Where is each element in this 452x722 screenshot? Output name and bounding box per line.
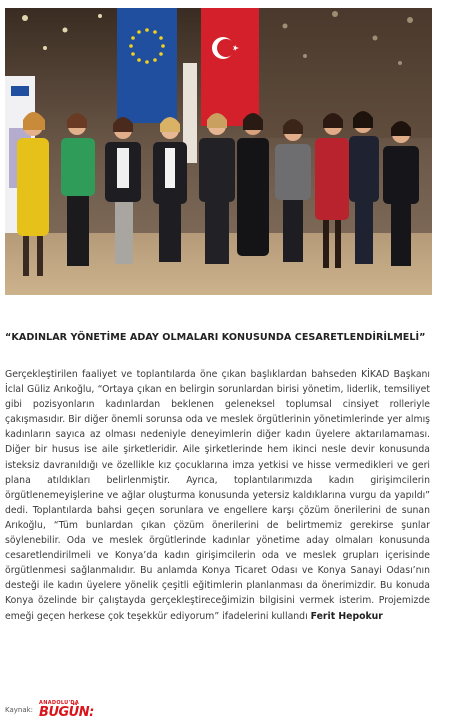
article-body [5, 367, 430, 624]
group-photo-illustration [5, 8, 432, 295]
article-author: Ferit Hepokur [310, 610, 383, 622]
anadoluda-bugun-logo[interactable] [39, 701, 94, 719]
article-body-text: Gerçekleştirilen faaliyet ve toplantılarda öne çıkan başlıklardan bahseden KİKAD Başkanı İclal Güliz Arıkoğlu, “Ortaya çıkan en belirgin sorunlardan birisi yönetim, liderlik, temsiliyet gibi pozisyonların kadınlardan beklenen geleneksel toplumsal cinsiyet rolleriyle çakışmasıdır. Bir diğer önemli sorunsa oda ve meslek örgütlerinin yönetimlerinde yer almış kadınların sayıca az olması nedeniyle deneyimlerin diğer kadın üyelere aktarılamaması. Diğer bir husus ise aile şirketleridir. Aile şirketlerinde hem ikinci nesle devir konusunda isteksiz davranıldığı ve özellikle kız çocuklarına imza yetkisi ve hisse vermedikleri ve geri plana atıldıkları belirlenmiştir. Ayrıca, toplantılarımızda kadın girişimcilerin örgütlenemeyişlerine ve ağlar oluşturma konusunda yetersiz kaldıklarına vurgu da yapıldı” dedi. Toplantılarda bahsi geçen sorunlara ve engellere karşı çözüm önerilerini de sunan Arıkoğlu, “Tüm bunlardan çıkan çözüm önerilerini de belirtmemiz gerekirse şunlar söylenebilir. Oda ve meslek örgütlerinde kadınlar yönetime aday olmaları konusunda cesaretlendirilmeli ve Konya’da kadın girişimcilerin oda ve meslek grupları içerisinde örgütlenmesi sağlanmalıdır. Bu anlamda Konya Ticaret Odası ve Konya Sanayi Odası’nın desteği ile kadın üyelere yönelik çeşitli eğitimlerin planlanması da önerimizdir. Bu konuda Konya özelinde bir çalıştayda gerçekleştireceğimizin bilgisini vermek isterim. Projemizde emeği geçen herkese çok teşekkür ediyorum” ifadelerini kullandı [5, 369, 430, 622]
article-subheading: “KADINLAR YÖNETİME ADAY OLMALARI KONUSUNDA CESARETLENDİRİLMELİ” [5, 332, 426, 343]
article-photo [5, 8, 432, 295]
logo-main-text: BUGÜN: [39, 705, 94, 720]
logo-top-text: ANADOLU'DA [39, 700, 79, 706]
source-label: Kaynak: [5, 706, 34, 714]
source-credit [5, 700, 94, 720]
